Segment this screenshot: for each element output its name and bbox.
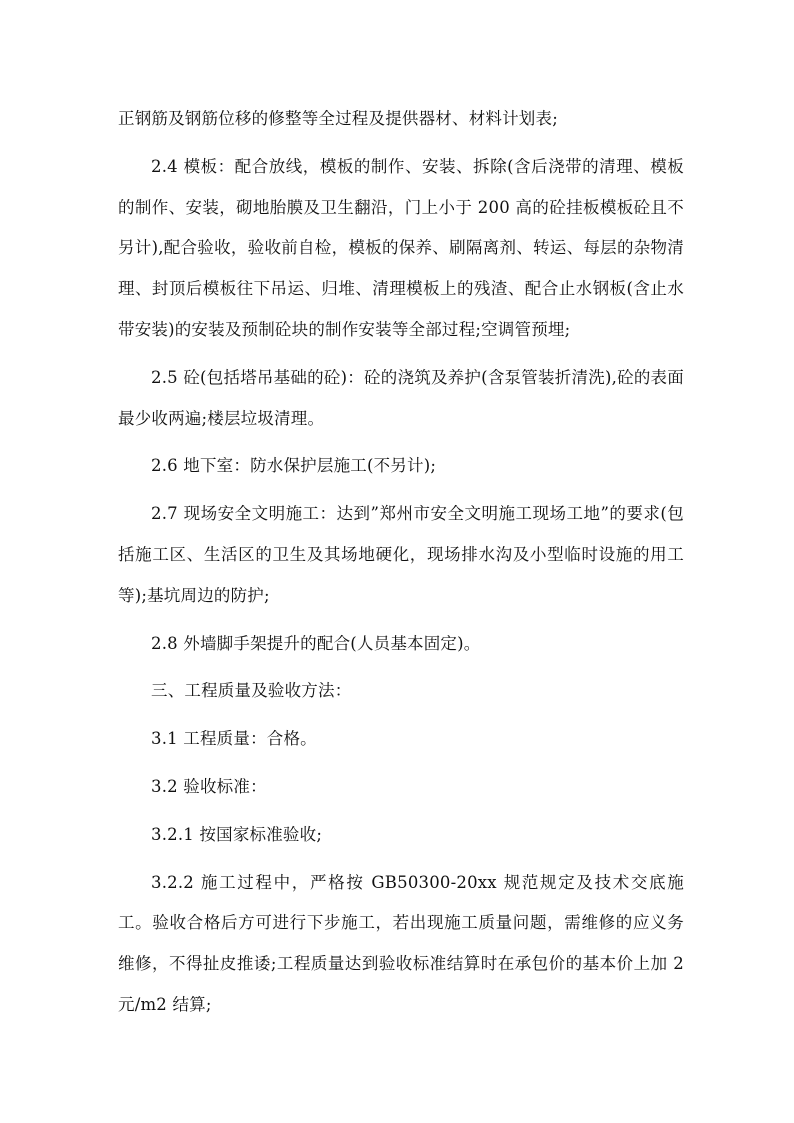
paragraph-2-6-basement: 2.6 地下室：防水保护层施工(不另计); [151, 456, 437, 476]
paragraph-2-7-site-safety: 2.7 现场安全文明施工：达到”郑州市安全文明施工现场工地”的要求(包括施工区、生活区的卫生及其场地硬化，现场排水沟及小型临时设施的用工等);基坑周边的防护; [118, 504, 684, 605]
paragraph-3-2-2: 3.2.2 施工过程中，严格按 GB50300-20xx 规范规定及技术交底施工。验收合格后方可进行下步施工，若出现施工质量问题，需维修的应义务维修，不得扯皮推诿;工程质量达到验收标准结算时在承包价的基本价上加 2 元/m2 结算; [118, 872, 684, 1014]
paragraph-2-5-concrete: 2.5 砼(包括塔吊基础的砼)：砼的浇筑及养护(含泵管装折清洗),砼的表面最少收两遍;楼层垃圾清理。 [118, 367, 684, 428]
paragraph-3-1-quality: 3.1 工程质量：合格。 [151, 729, 317, 749]
section-heading-quality: 三、工程质量及验收方法： [151, 681, 352, 701]
paragraph-continued: 正钢筋及钢筋位移的修整等全过程及提供器材、材料计划表; [118, 109, 558, 128]
paragraph-2-8-scaffold: 2.8 外墙脚手架提升的配合(人员基本固定)。 [151, 633, 481, 653]
paragraph-2-4-formwork: 2.4 模板：配合放线，模板的制作、安装、拆除(含后浇带的清理、模板的制作、安装，砌地胎膜及卫生翻沿，门上小于 200 高的砼挂板模板砼且不另计),配合验收，验收前自检，模板的保养、刷隔离剂、转运、每层的杂物清理、封顶后模板往下吊运、归堆、清理模板上的残渣、配合止水钢板(含止水带安装)的安装及预制砼块的制作安装等全部过程;空调管预埋; [118, 156, 684, 339]
document-page [118, 99, 684, 1033]
paragraph-3-2-1: 3.2.1 按国家标准验收; [151, 824, 323, 844]
paragraph-3-2-standard: 3.2 验收标准： [151, 776, 267, 796]
